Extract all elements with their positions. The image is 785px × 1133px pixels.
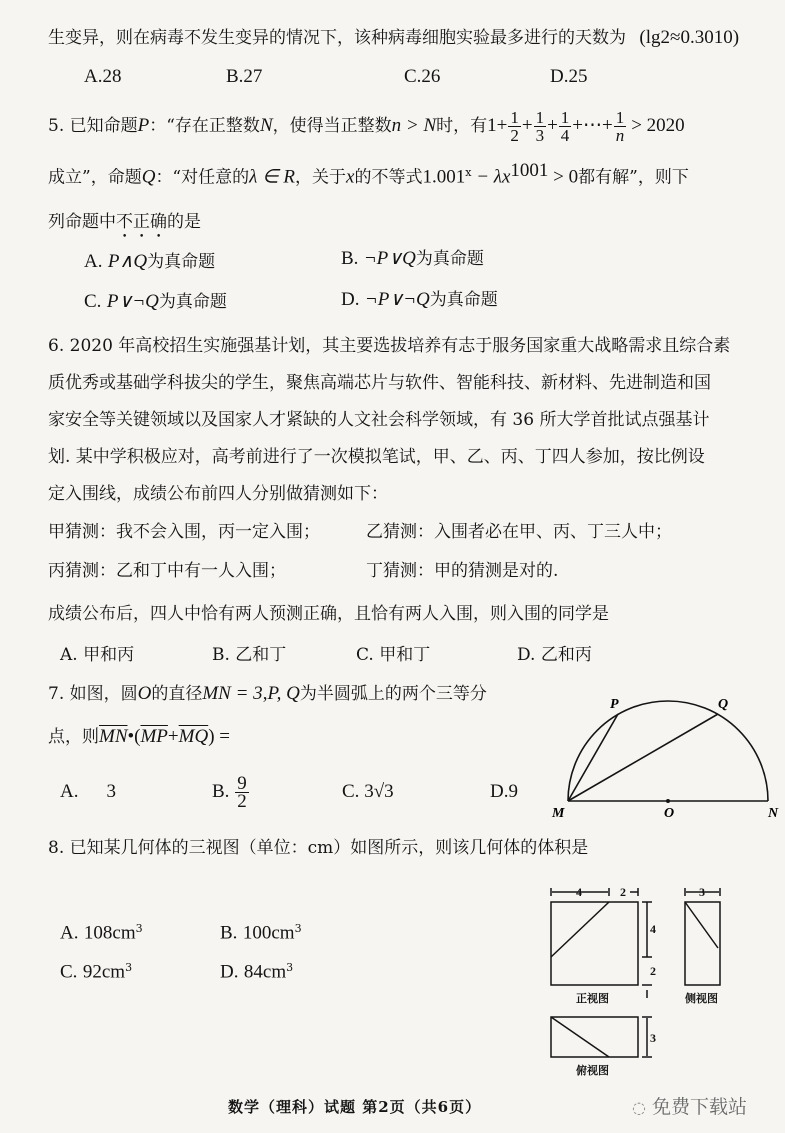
label-p: P: [610, 697, 619, 712]
q4-stem-tail: [48, 27, 739, 49]
denominator: 4: [560, 126, 570, 145]
front-view-label: 正视图: [576, 993, 609, 1005]
vector-mn: $\overline{MN}$: [99, 726, 128, 747]
numerator: 1: [535, 108, 545, 127]
vector-mp: $\overline{MP}$: [140, 726, 168, 747]
fraction: [508, 109, 521, 144]
fraction: [534, 109, 547, 144]
q5-var: Q: [141, 166, 156, 188]
dim-label: 3: [699, 885, 705, 899]
q4-text: 生变异，则在病毒不发生变异的情况下，该种病毒细胞实验最多进行的天数为: [48, 28, 626, 48]
numerator: 1: [510, 108, 519, 127]
q6-line: 6. 2020 年高校招生实施强基计划，其主要选拔培养有志于服务国家重大战略需求且综合素: [48, 336, 731, 356]
q5-text: ：“存在正整数: [149, 116, 260, 136]
fraction: [559, 109, 572, 144]
front-view-diagonal: [551, 902, 609, 957]
q5-text: 成立”，命题: [48, 167, 142, 188]
dim-label: 4: [650, 922, 656, 936]
side-view-diagonal: [685, 902, 718, 948]
q6-option-c: C. 甲和丁: [356, 645, 431, 665]
center-point: [666, 799, 670, 803]
q8-option-c: C. $92cm^3$: [60, 961, 133, 983]
q8-option-a: A. $108cm^3$: [60, 922, 143, 944]
q6-line: 划. 某中学积极应对，高考前进行了一次模拟笔试，甲、乙、丙、丁四人参加，按比例设: [48, 447, 705, 467]
q7-line2: 点，则$\overline{MN}•(\overline{MP}+\overline{MQ})$ =: [48, 726, 230, 747]
q8-option-d: D. $84cm^3$: [220, 961, 294, 983]
q5-var: x: [346, 166, 355, 188]
q6-option-d: D. 乙和丙: [517, 645, 592, 665]
segment-mq: [568, 714, 718, 801]
side-view-label: 侧视图: [685, 993, 718, 1005]
q5-text: ，使得当正整数: [272, 116, 392, 136]
q5-text: 的是: [167, 212, 201, 232]
dim-label: 2: [650, 964, 656, 978]
q5-emphasis: 不正确: [116, 212, 167, 232]
numerator: 1: [615, 108, 625, 127]
q5-line2: [48, 160, 689, 189]
q7-option-b: B. $\frac{9}{2}$: [212, 773, 247, 813]
dim-label: 2: [620, 885, 626, 899]
q6-guess-bing: 丙猜测：乙和丁中有一人入围；: [48, 561, 286, 581]
q4-option-d: D.25: [550, 66, 588, 87]
q5-math: x: [465, 166, 472, 179]
q4-option-c: C.26: [404, 66, 441, 87]
numerator: 1: [560, 108, 570, 127]
q7-line1: 7. 如图，圆O的直径MN = 3,P, Q为半圆弧上的两个三等分: [48, 683, 487, 704]
q4-option-a: A.28: [84, 66, 122, 87]
q5-var: n > N: [391, 115, 437, 136]
q6-option-a: A. 甲和丙: [60, 645, 135, 665]
segment-mp: [568, 714, 618, 801]
q7-option-a: A. 3: [60, 781, 116, 802]
q5-line3: [48, 211, 201, 242]
q5-math: > 2020: [631, 115, 685, 136]
denominator: n: [615, 126, 625, 145]
q5-text: ，关于: [295, 167, 347, 188]
q6-guess-ding: 丁猜测：甲的猜测是对的.: [366, 561, 559, 581]
brand-watermark: [632, 1092, 747, 1119]
q8-stem: 8. 已知某几何体的三视图（单位：cm）如图所示，则该几何体的体积是: [48, 838, 589, 858]
page-footer: 数学（理科）试题 第2页（共6页）: [228, 1098, 482, 1116]
q5-text: 时，有: [436, 116, 488, 136]
q6-guess-jia: 甲猜测：我不会入围，丙一定入围；: [48, 522, 320, 542]
q5-text: 列命题中: [48, 212, 116, 232]
dim-label: 3: [650, 1031, 656, 1045]
q5-var: P: [137, 115, 150, 136]
q5-option-a: A. P∧Q为真命题: [84, 251, 216, 272]
q6-line: 家安全等关键领域以及国家人才紧缺的人文社会科学领域，有 36 所大学首批试点强基计: [48, 410, 710, 430]
q5-text: 的不等式: [354, 167, 423, 188]
q5-var: N: [259, 115, 273, 136]
wechat-icon: ◌: [632, 1098, 646, 1117]
q5-line1: 5. 已知命题P：“存在正整数N，使得当正整数n > N时，有1+ $\frac{1}{2}$ + $\frac{1}{3}$ + $\frac{1}{4}$ +⋯+ $\frac{1}{n}$ > 2020: [48, 108, 685, 145]
q5-text: ：“对任意的: [155, 167, 250, 188]
front-view-rect: [551, 902, 638, 985]
q8-option-b: B. $100cm^3$: [220, 922, 302, 944]
label-q: Q: [718, 697, 729, 712]
semicircle-arc: [568, 701, 768, 801]
q7-semicircle-figure: [550, 690, 785, 820]
q7-option-c: C. 3√3: [342, 781, 394, 802]
fraction: [614, 109, 627, 144]
q6-option-b: B. 乙和丁: [212, 645, 287, 665]
q5-option-d: D. ¬P∨¬Q为真命题: [341, 289, 498, 310]
denominator: 3: [535, 126, 545, 145]
label-o: O: [664, 806, 675, 820]
q4-option-b: B.27: [226, 66, 263, 87]
top-view-diagonal: [551, 1017, 609, 1057]
q6-guess-yi: 乙猜测：入围者必在甲、丙、丁三人中；: [366, 522, 672, 542]
q5-text: 都有解”，则下: [578, 167, 689, 188]
q5-math: 1+: [487, 115, 508, 136]
label-m: M: [552, 806, 565, 820]
q7-option-d: D.9: [490, 781, 518, 802]
q5-text: 5. 已知命题: [48, 116, 138, 136]
vector-mq: $\overline{MQ}$: [178, 726, 209, 747]
q6-line: 质优秀或基础学科拔尖的学生，聚焦高端芯片与软件、智能科技、新材料、先进制造和国: [48, 373, 711, 393]
q4-hint: (lg2≈0.3010): [639, 27, 740, 48]
q5-math: 1.001: [422, 166, 466, 188]
q6-line: 定入围线，成绩公布前四人分别做猜测如下：: [48, 484, 388, 504]
dim-label: 4: [576, 885, 582, 899]
q5-var: λ ∈ R: [249, 166, 296, 188]
brand-text: 免费下载站: [652, 1096, 748, 1118]
q8-three-view-figure: [540, 880, 740, 1080]
q5-option-b: B. ¬P∨Q为真命题: [341, 248, 484, 269]
q6-question: 成绩公布后，四人中恰有两人预测正确，且恰有两人入围，则入围的同学是: [48, 604, 609, 624]
label-n: N: [768, 806, 779, 820]
denominator: 2: [510, 126, 519, 145]
q5-math: +⋯+: [572, 115, 613, 136]
top-view-label: 俯视图: [576, 1065, 609, 1077]
top-view-rect: [551, 1017, 638, 1057]
q5-math: − λx: [471, 166, 511, 188]
q5-math: 1001: [510, 160, 549, 181]
q5-math: > 0: [548, 166, 579, 188]
q5-option-c: C. P∨¬Q为真命题: [84, 291, 227, 312]
